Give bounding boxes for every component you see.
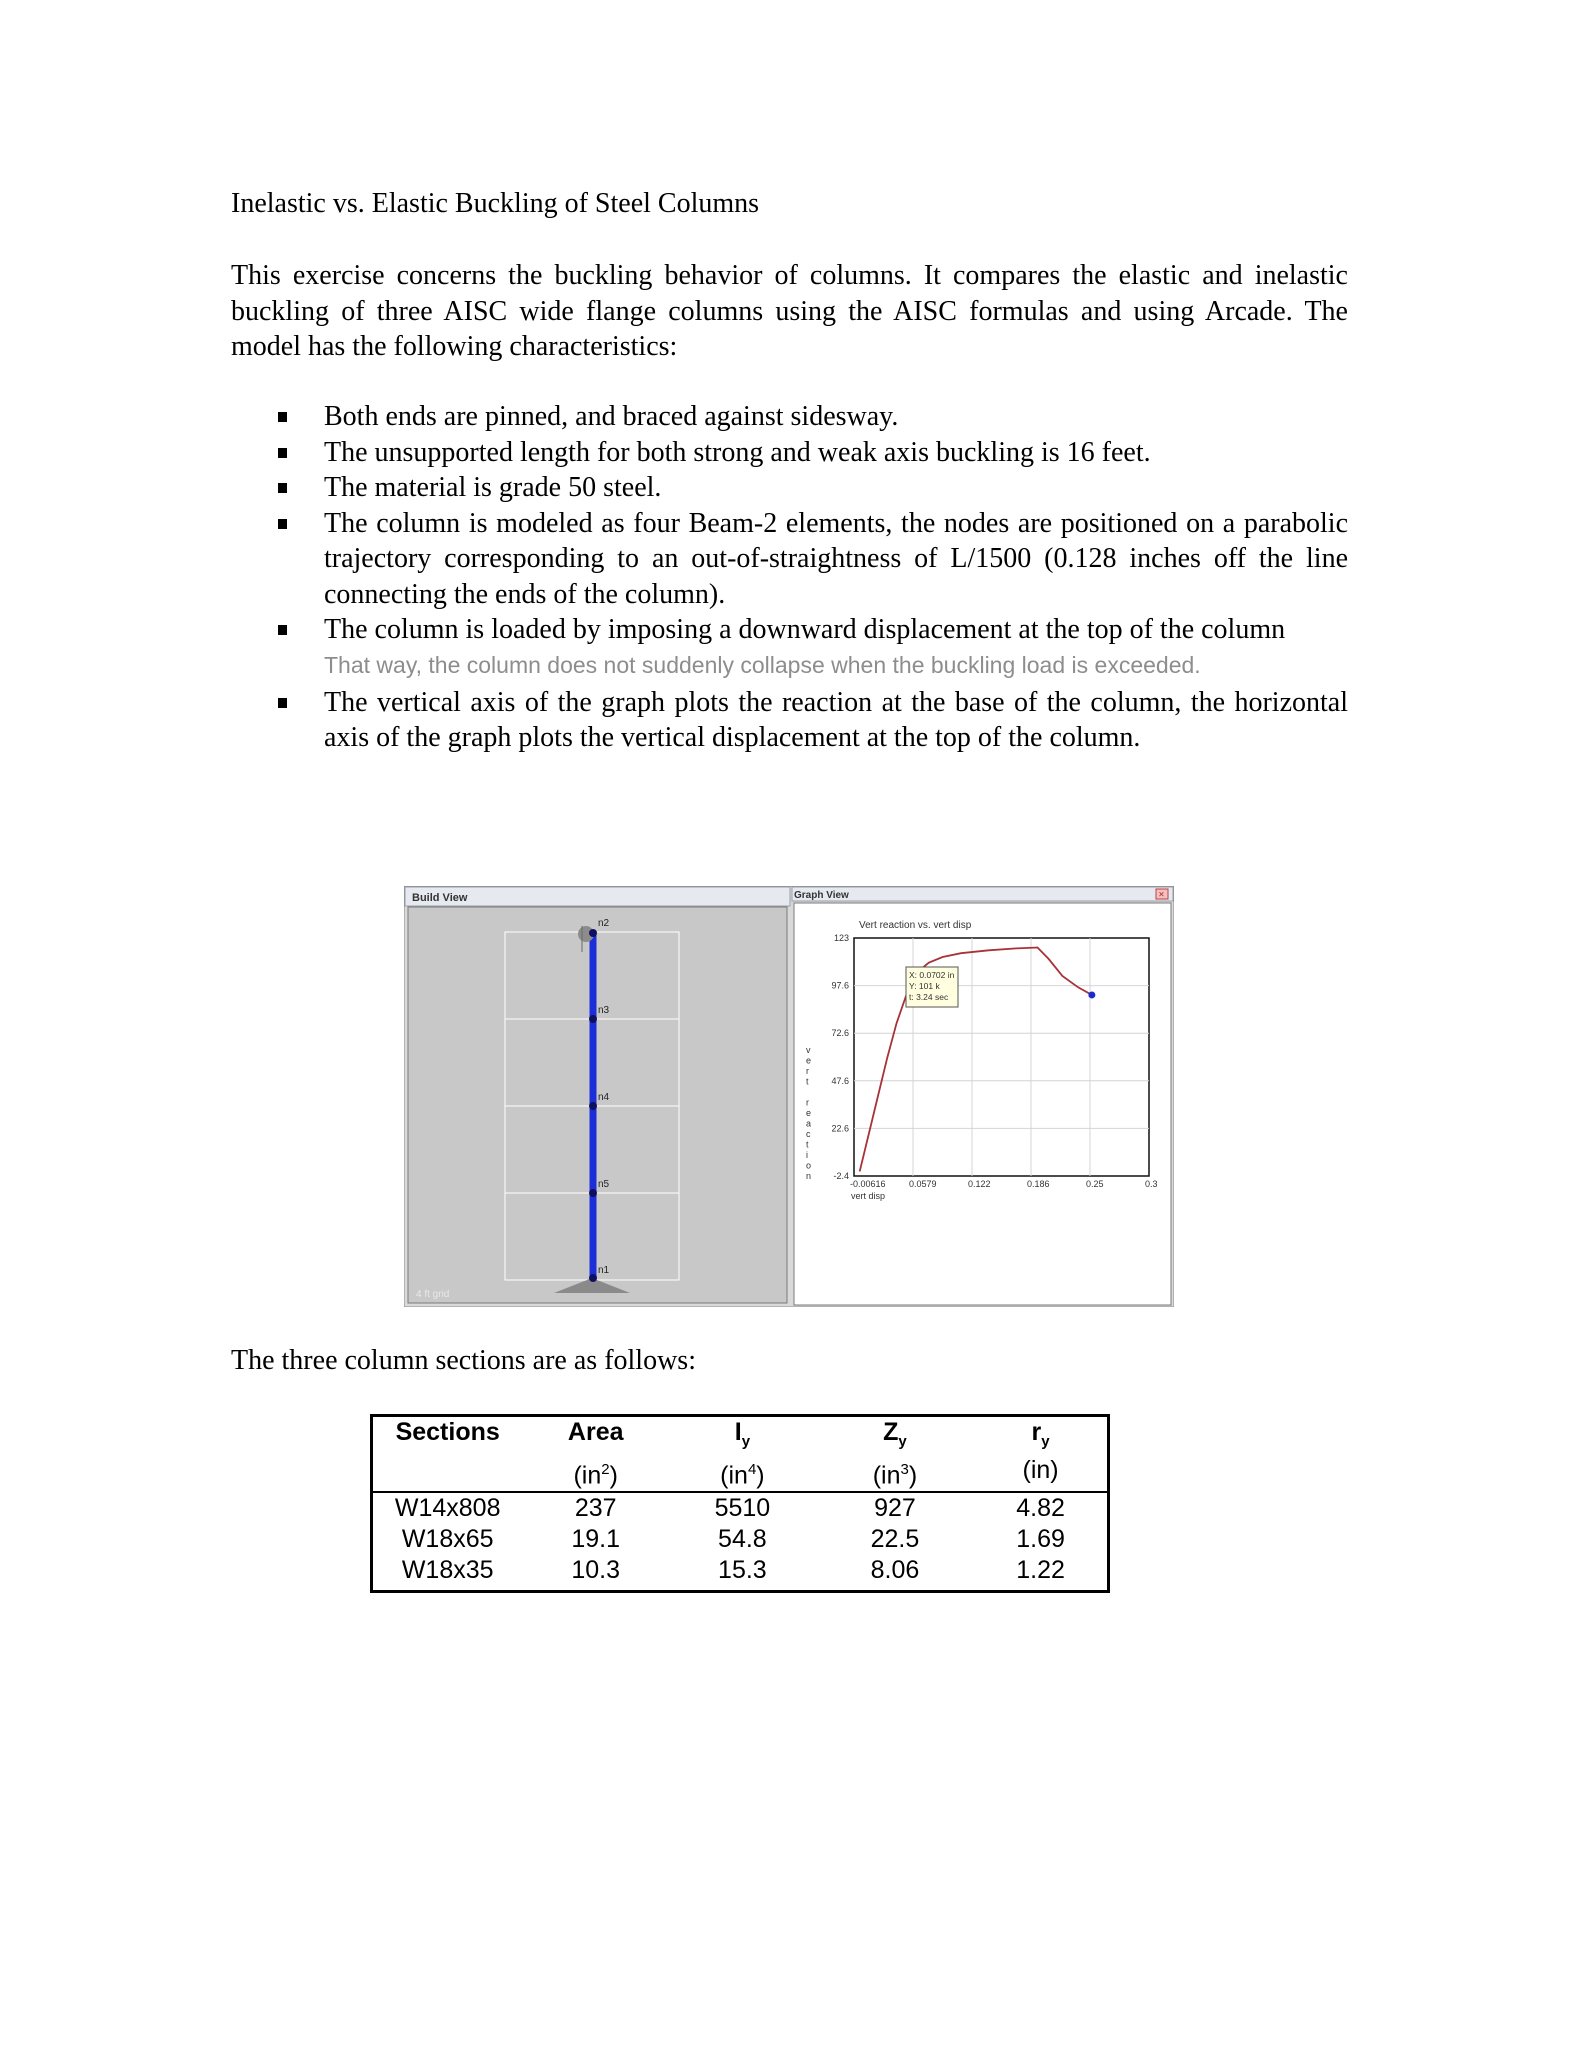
value-tooltip	[906, 967, 958, 1007]
loading-note: That way, the column does not suddenly collapse when the buckling load is exceeded.	[324, 651, 1201, 678]
x-tick-label: -0.00616	[850, 1179, 886, 1189]
graph-view-panel	[792, 887, 1173, 1305]
y-axis-label: v e r t r e a c t i o n	[806, 1045, 812, 1181]
node-label: n2	[598, 918, 610, 929]
bullet-icon	[278, 519, 287, 529]
x-tick-label: 0.3	[1145, 1179, 1158, 1189]
list-item: The material is grade 50 steel.	[231, 470, 1348, 506]
node-label: n5	[598, 1179, 610, 1190]
grid-label: 4 ft grid	[416, 1289, 450, 1300]
build-view-panel	[405, 887, 790, 1303]
unit-iy: $(in^4)$	[669, 1456, 816, 1492]
bullet-icon	[278, 412, 287, 422]
column-header-area: Area	[567, 1418, 624, 1446]
y-tick-label: 47.6	[831, 1075, 849, 1086]
unit-area: $(in^2)$	[522, 1456, 669, 1492]
plot-area	[854, 938, 1149, 1176]
node-n5[interactable]	[589, 1189, 597, 1197]
node-label: n4	[598, 1092, 610, 1103]
arcade-window	[404, 886, 1174, 1307]
node-n2[interactable]	[589, 929, 597, 937]
node-n4[interactable]	[589, 1102, 597, 1110]
column-header-sections: Sections	[395, 1418, 500, 1446]
bullet-icon	[278, 625, 287, 635]
list-item: The column is modeled as four Beam-2 elements, the nodes are positioned on a parabolic trajectory corresponding to an out-of-straightness of L/1500 (0.128 inches off the line connecting the ends of the column).	[231, 506, 1348, 613]
column-header-zy: $Z_y$	[883, 1418, 907, 1450]
tooltip-line: X: 0.0702 in	[909, 970, 955, 980]
unit-sections	[372, 1456, 523, 1492]
y-tick-label: 123	[833, 933, 849, 943]
table-units-row	[372, 1456, 1109, 1492]
intro-paragraph: This exercise concerns the buckling behavior of columns. It compares the elastic and inelastic buckling of three AISC wide flange columns using the AISC formulas and using Arcade. The model has the following characteristics:	[231, 260, 1348, 362]
column-sections-table	[370, 1414, 1110, 1593]
node-label: n3	[598, 1005, 610, 1016]
table-row: W18x35 10.3 15.3 8.06 1.22	[401, 1556, 1065, 1585]
characteristics-list	[231, 399, 1348, 756]
table-row: W14x808 237 5510 927 4.82	[394, 1494, 1065, 1523]
unit-zy: $(in^3)$	[816, 1456, 974, 1492]
chart-title: Vert reaction vs. vert disp	[859, 920, 972, 931]
bullet-icon	[278, 483, 287, 493]
x-axis-label: vert disp	[851, 1191, 886, 1201]
page-title: Inelastic vs. Elastic Buckling of Steel Columns	[231, 188, 760, 219]
graph-view-title: Graph View	[794, 890, 849, 901]
table-header-row	[372, 1416, 1109, 1457]
list-item: The vertical axis of the graph plots the reaction at the base of the column, the horizontal axis of the graph plots the vertical displacement at the top of the column.	[231, 685, 1348, 756]
x-tick-label: 0.0579	[909, 1179, 937, 1189]
x-tick-label: 0.186	[1027, 1179, 1050, 1189]
list-item: Both ends are pinned, and braced against sidesway.	[231, 399, 1348, 435]
node-label: n1	[598, 1265, 610, 1276]
y-tick-label: -2.4	[833, 1171, 849, 1181]
build-canvas[interactable]	[408, 907, 787, 1303]
table-row: W18x65 19.1 54.8 22.5 1.69	[401, 1525, 1065, 1554]
x-tick-label: 0.25	[1086, 1179, 1104, 1189]
node-n1[interactable]	[589, 1274, 597, 1282]
unit-ry: (in)	[974, 1456, 1108, 1492]
node-n3[interactable]	[589, 1015, 597, 1023]
y-tick-label: 97.6	[831, 980, 849, 991]
x-tick-label: 0.122	[968, 1179, 991, 1189]
tooltip-line: Y: 101 k	[909, 981, 940, 991]
bullet-icon	[278, 448, 287, 458]
tooltip-line: t: 3.24 sec	[909, 992, 949, 1002]
column-header-iy: $I_y$	[734, 1418, 751, 1450]
column-header-ry: $r_y$	[1031, 1418, 1050, 1450]
note-item	[231, 648, 1348, 685]
list-item: The column is loaded by imposing a downward displacement at the top of the column	[231, 612, 1348, 648]
y-tick-label: 22.6	[831, 1123, 849, 1134]
current-point-marker	[1088, 991, 1095, 998]
vert-reaction-chart	[806, 920, 1158, 1201]
list-item: The unsupported length for both strong and weak axis buckling is 16 feet.	[231, 435, 1348, 471]
arcade-screenshot	[404, 886, 1174, 1307]
bullet-icon	[278, 698, 287, 708]
build-view-title: Build View	[412, 892, 468, 904]
y-tick-label: 72.6	[831, 1028, 849, 1039]
sections-caption: The three column sections are as follows:	[231, 1345, 696, 1376]
close-icon: ×	[1158, 889, 1165, 901]
